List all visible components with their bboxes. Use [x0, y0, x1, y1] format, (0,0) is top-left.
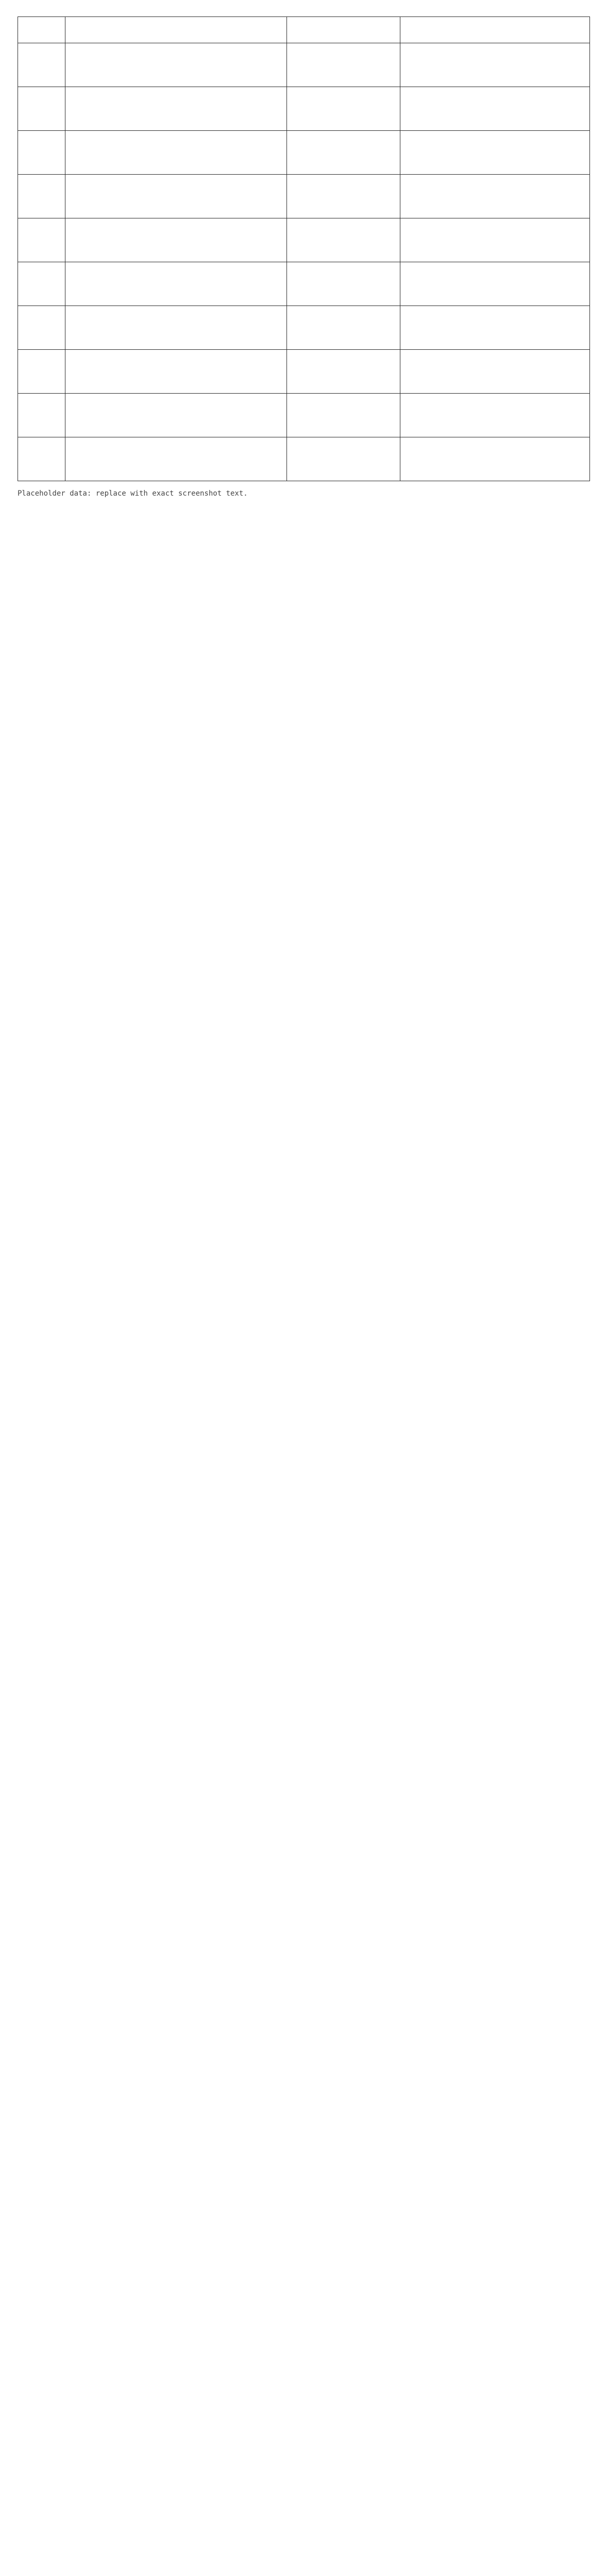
- row-name: [65, 394, 287, 437]
- row-creator: [287, 43, 400, 87]
- row-index: [18, 175, 65, 218]
- row-name: [65, 437, 287, 481]
- placeholder-hint: Placeholder data: replace with exact screenshot text.: [18, 489, 248, 498]
- row-unit: [400, 175, 590, 218]
- row-unit: [400, 218, 590, 262]
- row-unit: [400, 394, 590, 437]
- row-index: [18, 218, 65, 262]
- row-index: [18, 306, 65, 350]
- row-creator: [287, 306, 400, 350]
- row-creator: [287, 87, 400, 131]
- row-name: [65, 87, 287, 131]
- row-name: [65, 306, 287, 350]
- row-index: [18, 394, 65, 437]
- table-row: [18, 43, 590, 87]
- row-index: [18, 131, 65, 175]
- table-row: [18, 350, 590, 394]
- table-row: [18, 437, 590, 481]
- table-row: [18, 218, 590, 262]
- row-unit: [400, 43, 590, 87]
- row-index: [18, 43, 65, 87]
- header-name: [65, 17, 287, 43]
- header-index: [18, 17, 65, 43]
- row-unit: [400, 87, 590, 131]
- table-header-row: [18, 17, 590, 43]
- row-creator: [287, 131, 400, 175]
- header-unit: [400, 17, 590, 43]
- row-name: [65, 131, 287, 175]
- works-table: [18, 16, 590, 481]
- row-unit: [400, 131, 590, 175]
- row-index: [18, 350, 65, 394]
- table-row: [18, 175, 590, 218]
- row-creator: [287, 218, 400, 262]
- row-creator: [287, 350, 400, 394]
- row-unit: [400, 350, 590, 394]
- row-creator: [287, 437, 400, 481]
- header-creator: [287, 17, 400, 43]
- row-index: [18, 262, 65, 306]
- table-row: [18, 306, 590, 350]
- row-unit: [400, 306, 590, 350]
- row-unit: [400, 437, 590, 481]
- row-name: [65, 43, 287, 87]
- row-name: [65, 218, 287, 262]
- table-row: [18, 394, 590, 437]
- row-creator: [287, 394, 400, 437]
- row-creator: [287, 262, 400, 306]
- row-index: [18, 437, 65, 481]
- row-index: [18, 87, 65, 131]
- table-row: [18, 262, 590, 306]
- row-name: [65, 350, 287, 394]
- row-name: [65, 175, 287, 218]
- row-unit: [400, 262, 590, 306]
- row-name: [65, 262, 287, 306]
- table-row: [18, 131, 590, 175]
- table-row: [18, 87, 590, 131]
- row-creator: [287, 175, 400, 218]
